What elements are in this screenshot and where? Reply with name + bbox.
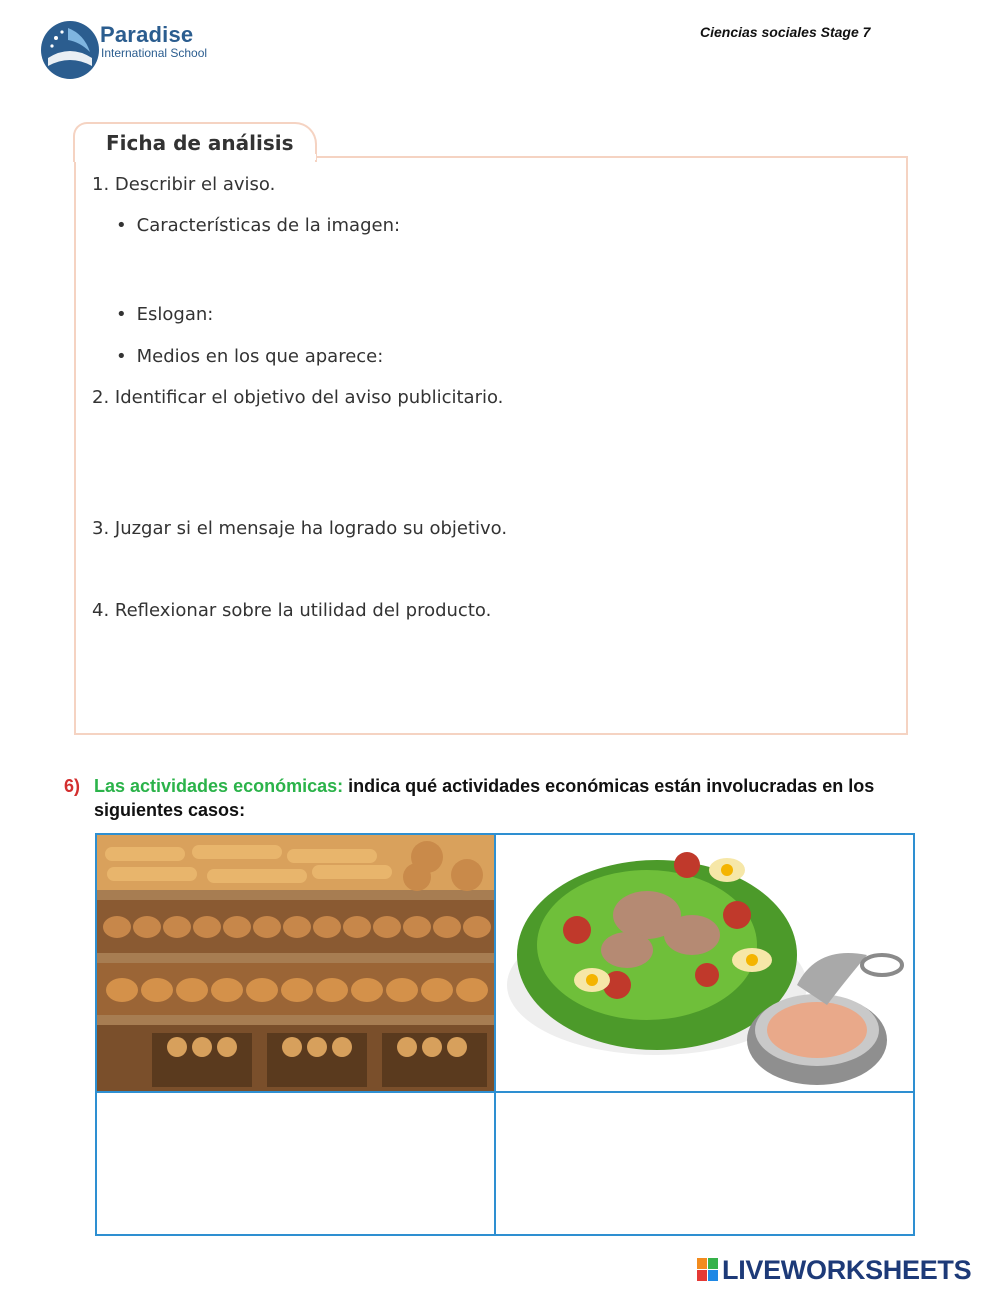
school-name: Paradise xyxy=(100,22,194,47)
section-instruction: indica qué actividades económicas están involucradas en los xyxy=(343,776,875,796)
tuna-salad-image xyxy=(497,835,913,1091)
bullet-image-features xyxy=(116,215,400,236)
grid-vertical-divider xyxy=(494,833,496,1236)
answer-box-tuna-salad[interactable] xyxy=(497,1093,913,1234)
subject-title: Ciencias sociales Stage 7 xyxy=(700,24,871,40)
school-subtitle: International School xyxy=(101,46,208,60)
question-3: 3. Juzgar si el mensaje ha logrado su objetivo. xyxy=(92,518,508,539)
ficha-box xyxy=(74,156,908,735)
bullet-media xyxy=(116,346,383,367)
question-1: 1. Describir el aviso. xyxy=(92,174,276,195)
section-instruction-cont: siguientes casos: xyxy=(94,800,246,820)
answer-box-bakery[interactable] xyxy=(97,1093,494,1234)
question-4: 4. Reflexionar sobre la utilidad del producto. xyxy=(92,600,492,621)
bullet-label: Características de la imagen: xyxy=(136,215,401,236)
section-6-heading xyxy=(64,772,954,800)
bullet-label: Medios en los que aparece: xyxy=(136,346,384,367)
liveworksheets-logo-icon xyxy=(697,1258,719,1282)
section-title: Las actividades económicas: xyxy=(94,776,344,796)
section-number: 6) xyxy=(64,776,81,796)
bullet-slogan xyxy=(116,304,213,325)
bakery-image xyxy=(97,835,494,1091)
liveworksheets-brand: LIVEWORKSHEETS xyxy=(722,1255,972,1285)
bullet-label: Eslogan: xyxy=(136,304,214,325)
question-2: 2. Identificar el objetivo del aviso publicitario. xyxy=(92,387,504,408)
ficha-title: Ficha de análisis xyxy=(106,131,294,155)
